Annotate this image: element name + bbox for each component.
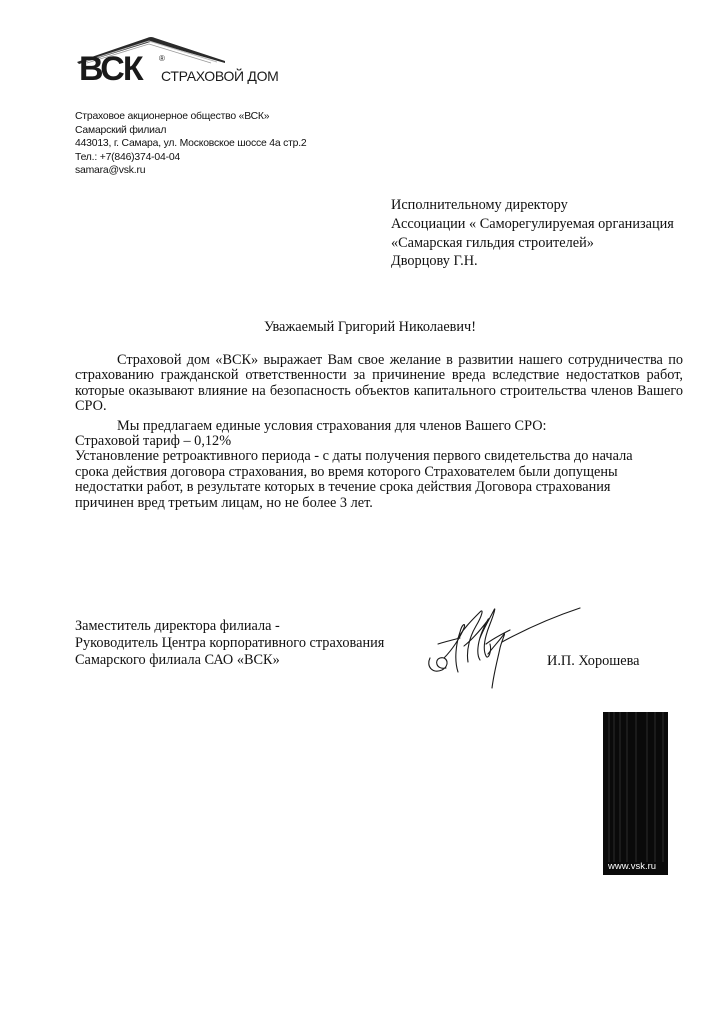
logo-tagline: СТРАХОВОЙ ДОМ: [161, 68, 279, 84]
salutation: Уважаемый Григорий Николаевич!: [263, 319, 477, 335]
vertical-lines-pattern: [603, 712, 668, 875]
body-paragraph: Мы предлагаем единые условия страхования для членов Вашего СРО:: [117, 417, 547, 434]
position-line: Самарского филиала САО «ВСК»: [75, 652, 280, 669]
addressee-block: [391, 196, 711, 271]
sender-branch: Самарский филиал: [75, 124, 167, 136]
company-logo: [77, 34, 317, 96]
letter-body: [75, 353, 683, 511]
handwritten-signature: [424, 598, 584, 690]
logo-brand-text: ВСК: [79, 50, 142, 88]
retro-line: недостатки работ, в результате которых в течение срока действия Договора страхования: [75, 479, 611, 496]
addressee-line: Ассоциации « Саморегулируемая организация: [391, 215, 674, 232]
retro-line: причинен вред третьим лицам, но не более 3 лет.: [75, 494, 373, 511]
sender-company: Страховое акционерное общество «ВСК»: [75, 111, 270, 122]
logo-registered-mark: ®: [159, 54, 165, 63]
sender-address: 443013, г. Самара, ул. Московское шоссе 4а стр.2: [75, 138, 307, 150]
retro-line: срока действия договора страхования, во время которого Страхователем были допущены: [75, 463, 618, 480]
addressee-line: Дворцову Г.Н.: [391, 253, 478, 270]
position-line: Руководитель Центра корпоративного страхования: [75, 635, 385, 652]
signer-position: [75, 618, 415, 670]
sender-details: [75, 110, 375, 178]
addressee-line: Исполнительному директору: [391, 197, 568, 213]
body-paragraph: Страховой дом «ВСК» выражает Вам свое желание в развитии нашего сотрудничества по страхованию гражданской ответственности за причинение вреда вследствие недостатков работ, которые оказывают влияние на безопасность объектов капитального строительства членов Вашего СРО.: [75, 352, 683, 415]
sender-email: samara@vsk.ru: [75, 165, 146, 177]
sender-phone: Тел.: +7(846)374-04-04: [75, 151, 180, 163]
signer-name: И.П. Хорошева: [547, 653, 640, 669]
addressee-line: «Самарская гильдия строителей»: [391, 234, 594, 251]
footer-website: www.vsk.ru: [608, 861, 657, 872]
footer-black-strip: [603, 712, 668, 875]
tariff-line: Страховой тариф – 0,12%: [75, 433, 232, 450]
position-line: Заместитель директора филиала -: [75, 618, 280, 634]
retro-line: Установление ретроактивного периода - с даты получения первого свидетельства до начала: [75, 448, 633, 465]
